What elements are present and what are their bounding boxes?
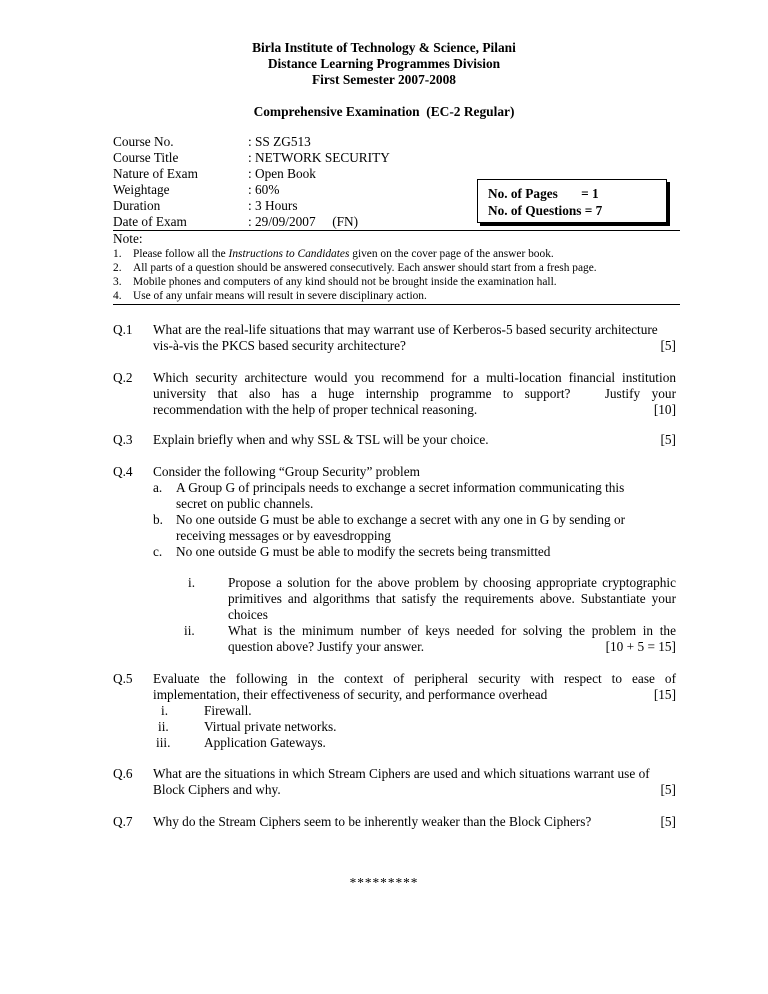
note-text (133, 247, 554, 261)
meta-label: Date of Exam (113, 214, 187, 229)
meta-value: : 29/09/2007 (FN) (248, 214, 359, 229)
meta-value: : 60% (248, 182, 280, 197)
sub-label: c. (153, 544, 163, 559)
note-num: 3. (113, 276, 122, 288)
question-text-line: Why do the Stream Ciphers seem to be inherently weaker than the Block Ciphers? (153, 814, 592, 829)
question-text (153, 338, 676, 354)
question-3 (153, 432, 676, 448)
note-list (113, 247, 680, 307)
sub-text: No one outside G must be able to modify the secrets being transmitted (176, 544, 551, 559)
question-marks: [5] (660, 338, 676, 353)
sub-label: b. (153, 512, 163, 527)
note-item (113, 289, 680, 303)
question-2 (153, 370, 676, 418)
meta-value: : SS ZG513 (248, 134, 311, 149)
question-5 (153, 671, 676, 703)
meta-value: : NETWORK SECURITY (248, 150, 390, 165)
note-item (113, 261, 680, 275)
meta-value: : 3 Hours (248, 198, 298, 213)
question-text: Consider the following “Group Security” problem (153, 464, 420, 479)
question-text (153, 814, 676, 830)
pages-count: No. of Pages = 1 (488, 186, 599, 201)
sub-text: secret on public channels. (176, 496, 314, 511)
question-text: Which security architecture would you recommend for a multi-location financial institution (153, 370, 676, 385)
sub-text: A Group G of principals needs to exchange a secret information communicating this (176, 480, 625, 495)
question-marks: [5] (660, 782, 676, 797)
question-number: Q.6 (113, 766, 133, 781)
question-6 (153, 766, 676, 798)
note-text: Mobile phones and computers of any kind should not be brought inside the examination hall. (133, 276, 557, 288)
sub-label: ii. (184, 623, 195, 638)
question-text: What are the situations in which Stream Ciphers are used and which situations warrant use of (153, 766, 650, 781)
question-number: Q.5 (113, 671, 133, 686)
question-number: Q.1 (113, 322, 133, 337)
sub-text: Firewall. (204, 703, 252, 718)
sub-text-line: question above? Justify your answer. (228, 639, 425, 654)
institute-name: Birla Institute of Technology & Science, Pilani (252, 40, 516, 55)
meta-label: Course Title (113, 150, 179, 165)
question-number: Q.2 (113, 370, 133, 385)
end-marker: ********* (349, 875, 419, 890)
question-marks: [10 + 5 = 15] (605, 639, 676, 654)
sub-text: primitives and algorithms that satisfy the requirements above. Substantiate your (228, 591, 676, 606)
question-text: university that also has a huge internship programme to support? Justify your (153, 386, 676, 401)
question-text (153, 402, 676, 418)
question-1 (153, 322, 676, 354)
question-text (153, 432, 676, 448)
question-text-line: Explain briefly when and why SSL & TSL will be your choice. (153, 432, 489, 447)
sub-part-i (228, 575, 676, 623)
note-num: 2. (113, 262, 122, 274)
sub-text: Propose a solution for the above problem by choosing appropriate cryptographic (228, 575, 676, 590)
sub-text: receiving messages or by eavesdropping (176, 528, 391, 543)
sub-label: a. (153, 480, 163, 495)
sub-label: i. (161, 703, 169, 718)
sub-text: choices (228, 607, 268, 622)
question-text-line: Block Ciphers and why. (153, 782, 281, 797)
note-text: Use of any unfair means will result in severe disciplinary action. (133, 290, 427, 302)
exam-title: Comprehensive Examination (EC-2 Regular) (253, 104, 515, 119)
questions-count: No. of Questions = 7 (488, 203, 603, 218)
question-text-line: vis-à-vis the PKCS based security architecture? (153, 338, 406, 353)
note-text-italic: Instructions to Candidates (228, 248, 350, 260)
semester: First Semester 2007-2008 (311, 72, 457, 87)
question-text: What are the real-life situations that may warrant use of Kerberos-5 based security architecture (153, 322, 658, 337)
question-marks: [5] (660, 814, 676, 829)
sub-text: Virtual private networks. (204, 719, 337, 734)
meta-value: : Open Book (248, 166, 316, 181)
question-number: Q.4 (113, 464, 133, 479)
sub-part-ii (228, 623, 676, 655)
note-text-pre: Please follow all the (133, 248, 229, 260)
divider-note (113, 304, 680, 305)
question-number: Q.7 (113, 814, 133, 829)
sub-text: Application Gateways. (204, 735, 326, 750)
note-text: All parts of a question should be answered consecutively. Each answer should start from a fresh page. (133, 262, 597, 274)
note-item (113, 275, 680, 289)
sub-label: ii. (158, 719, 169, 734)
question-marks: [5] (660, 432, 676, 447)
meta-label: Weightage (113, 182, 170, 197)
question-text (153, 782, 676, 798)
question-marks: [15] (653, 687, 676, 702)
note-item (113, 247, 680, 261)
question-text: Evaluate the following in the context of peripheral security with respect to ease of (153, 671, 676, 686)
question-number: Q.3 (113, 432, 133, 447)
question-marks: [10] (653, 402, 676, 417)
note-text-post: given on the cover page of the answer book. (349, 248, 554, 260)
meta-label: Course No. (113, 134, 174, 149)
meta-label: Nature of Exam (113, 166, 198, 181)
question-text (153, 687, 676, 703)
sub-text: No one outside G must be able to exchange a secret with any one in G by sending or (176, 512, 626, 527)
question-text-line: implementation, their effectiveness of security, and performance overhead (153, 687, 548, 702)
meta-label: Duration (113, 198, 161, 213)
question-text-line: recommendation with the help of proper technical reasoning. (153, 402, 478, 417)
question-7 (153, 814, 676, 830)
note-heading: Note: (113, 231, 143, 246)
divider-top (113, 230, 680, 231)
note-num: 4. (113, 290, 122, 302)
sub-text (228, 639, 676, 655)
note-num: 1. (113, 248, 122, 260)
sub-label: i. (188, 575, 196, 590)
info-box (477, 179, 667, 223)
sub-text: What is the minimum number of keys needed for solving the problem in the (228, 623, 676, 638)
sub-label: iii. (156, 735, 171, 750)
division-name: Distance Learning Programmes Division (267, 56, 501, 71)
